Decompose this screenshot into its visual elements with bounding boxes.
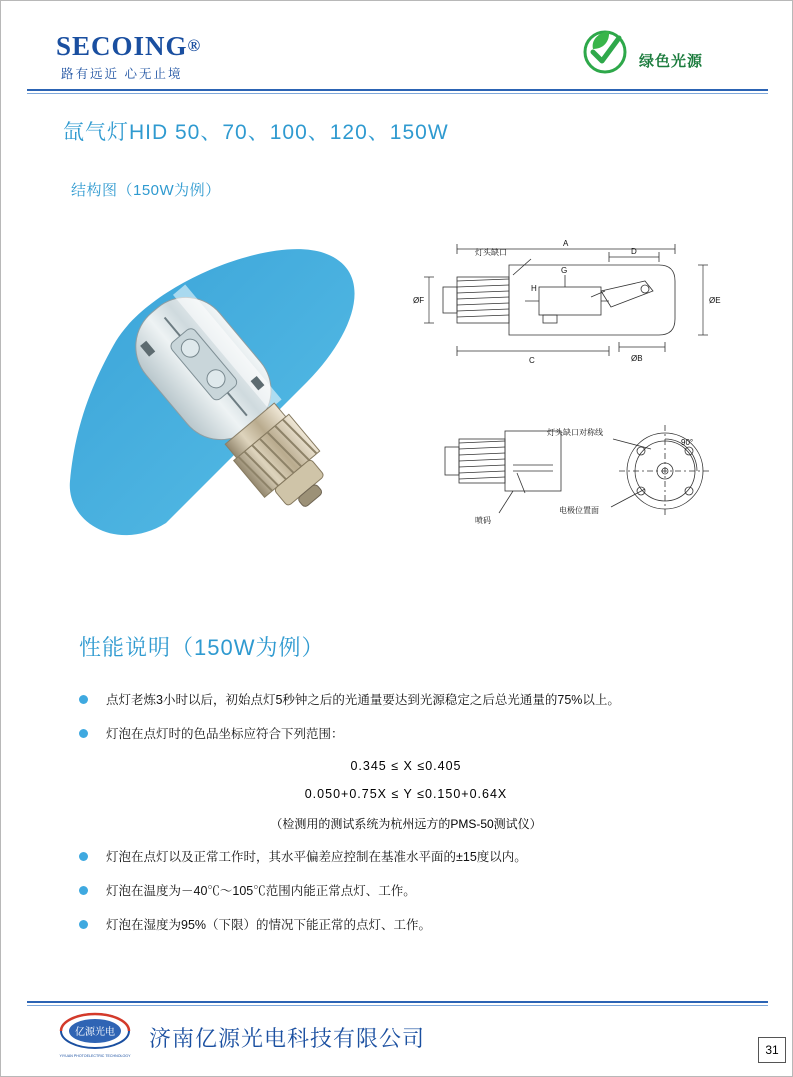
label-electrode-face: 电极位置面 bbox=[559, 506, 599, 515]
formula-x-range: 0.345 ≤ X ≤0.405 bbox=[350, 759, 462, 773]
list-item-text: 点灯老炼3小时以后，初始点灯5秒钟之后的光通量要达到光源稳定之后总光通量的75%以上。 bbox=[106, 693, 620, 707]
bullet-dot-icon bbox=[79, 886, 88, 895]
bullet-dot-icon bbox=[79, 695, 88, 704]
company-logo-subtext: YIYUAN PHOTOELECTRIC TECHNOLOGY bbox=[59, 1054, 131, 1058]
dim-label-g: G bbox=[561, 266, 568, 275]
list-item bbox=[61, 916, 751, 934]
list-item bbox=[61, 848, 751, 866]
company-logo-text: 亿源光电 bbox=[75, 1027, 115, 1038]
dim-label-a: A bbox=[563, 239, 569, 248]
dim-label-c: C bbox=[529, 356, 535, 365]
dim-label-e: ØE bbox=[709, 296, 721, 305]
bullet-dot-icon bbox=[79, 920, 88, 929]
dim-label-f: ØF bbox=[413, 296, 425, 305]
dim-label-d: D bbox=[631, 247, 637, 256]
brand-name: SECOING bbox=[56, 31, 188, 61]
footer-company-name: 济南亿源光电科技有限公司 bbox=[149, 1026, 426, 1051]
header-divider-thin bbox=[27, 93, 768, 94]
technical-drawing-base-view bbox=[413, 421, 753, 561]
footer-divider-thin bbox=[27, 1005, 768, 1006]
dim-label-h: H bbox=[531, 284, 537, 293]
page-header bbox=[1, 1, 793, 89]
list-item-text: 灯泡在点灯以及正常工作时，其水平偏差应控制在基准水平面的±15度以内。 bbox=[106, 850, 527, 864]
label-notch-axis: 灯头缺口对称线 bbox=[547, 428, 603, 437]
section-title-performance: 性能说明（150W为例） bbox=[79, 635, 325, 660]
bullet-dot-icon bbox=[79, 729, 88, 738]
company-logo-icon bbox=[49, 1009, 141, 1067]
list-item bbox=[61, 691, 751, 709]
label-print-code: 喷码 bbox=[475, 516, 491, 525]
list-item bbox=[61, 882, 751, 900]
page-number: 31 bbox=[758, 1037, 786, 1063]
product-photo bbox=[56, 223, 396, 571]
list-item-text: 灯泡在温度为－40℃～105℃范围内能正常点灯、工作。 bbox=[106, 884, 416, 898]
brand-slogan: 路有远近 心无止境 bbox=[61, 67, 183, 81]
section-title-structure: 结构图（150W为例） bbox=[71, 182, 221, 199]
formula-note: （检测用的测试系统为杭州远方的PMS-50测试仪） bbox=[270, 817, 542, 831]
brand-registered-mark: ® bbox=[187, 36, 202, 55]
brand-logo bbox=[56, 31, 201, 62]
label-angle: 90° bbox=[681, 438, 694, 447]
drawing-note-notch: 灯头缺口 bbox=[475, 248, 507, 257]
list-item-text: 灯泡在点灯时的色品坐标应符合下列范围： bbox=[106, 727, 344, 741]
technical-drawing-side-view bbox=[413, 229, 753, 374]
performance-bullet-list bbox=[61, 691, 751, 950]
green-light-source-label: 绿色光源 bbox=[639, 53, 704, 70]
dim-label-b: ØB bbox=[631, 354, 643, 363]
list-item-text: 灯泡在湿度为95%（下限）的情况下能正常的点灯、工作。 bbox=[106, 918, 432, 932]
page-title: 氙气灯HID 50、70、100、120、150W bbox=[63, 121, 449, 144]
green-check-leaf-icon bbox=[579, 25, 631, 77]
header-divider bbox=[27, 89, 768, 91]
list-item bbox=[61, 725, 751, 743]
formula-y-range: 0.050+0.75X ≤ Y ≤0.150+0.64X bbox=[304, 787, 508, 801]
footer-divider bbox=[27, 1001, 768, 1003]
bullet-dot-icon bbox=[79, 852, 88, 861]
